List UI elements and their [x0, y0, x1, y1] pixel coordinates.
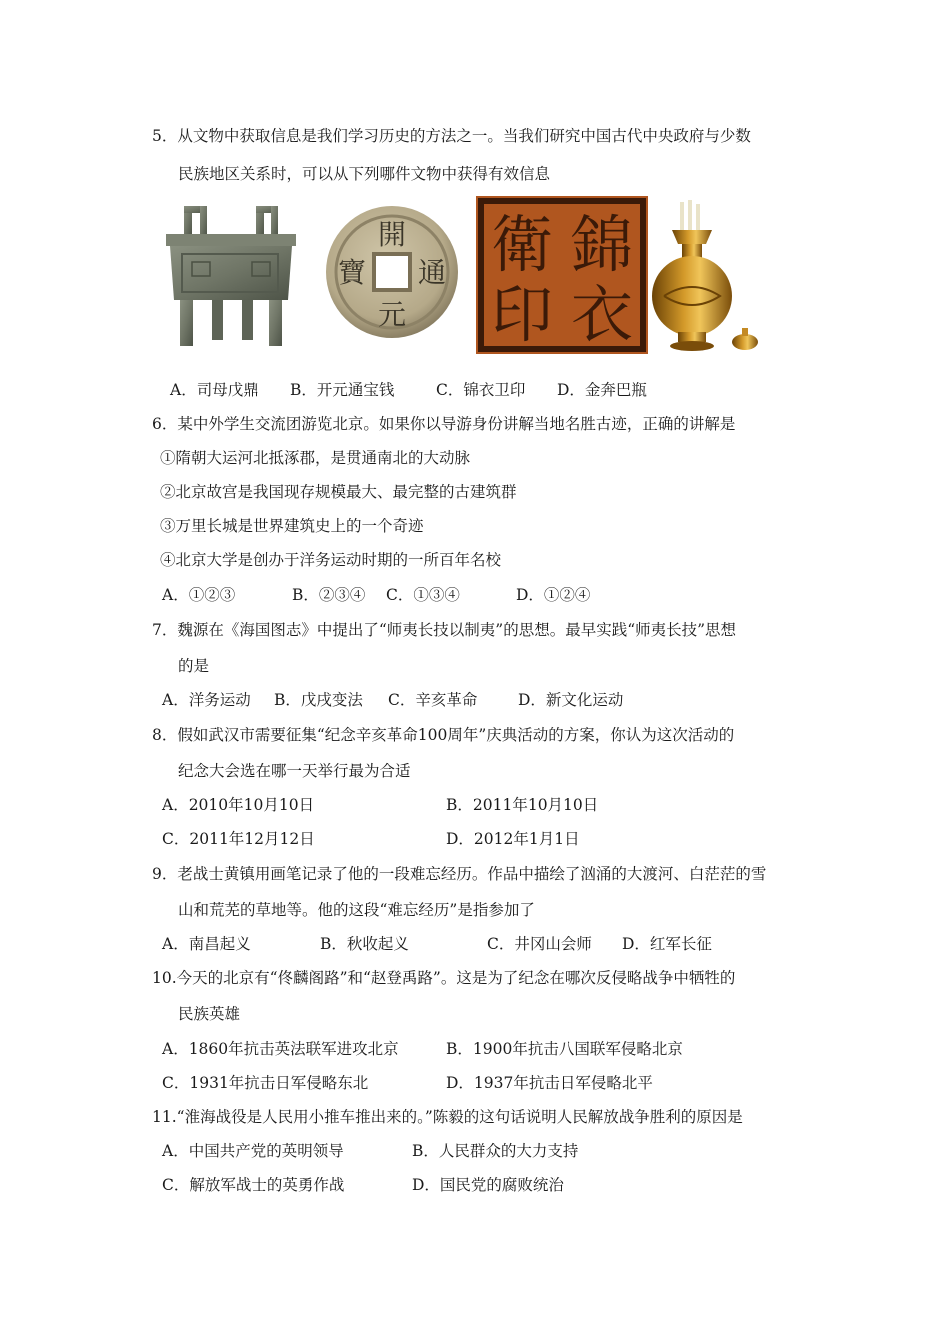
seal-char-2: 衣 — [570, 278, 634, 351]
q6-item-4: ④北京大学是创办于洋务运动时期的一所百年名校 — [160, 551, 502, 569]
q6-option-c[interactable]: C．①③④ — [386, 586, 460, 604]
q10-option-c[interactable]: C．1931年抗击日军侵略东北 — [162, 1074, 369, 1092]
q5-option-c[interactable]: C．锦衣卫印 — [436, 381, 526, 399]
q9-stem-line1: 9．老战士黄镇用画笔记录了他的一段难忘经历。作品中描绘了汹涌的大渡河、白茫茫的雪 — [152, 865, 767, 883]
q8-stem-line2: 纪念大会选在哪一天举行最为合适 — [178, 762, 411, 780]
seal-char-1: 錦 — [570, 208, 634, 281]
q10-option-d[interactable]: D．1937年抗击日军侵略北平 — [446, 1074, 653, 1092]
q7-option-a[interactable]: A．洋务运动 — [162, 691, 251, 709]
q9-option-d[interactable]: D．红军长征 — [622, 935, 712, 953]
q5-stem-line1: 5．从文物中获取信息是我们学习历史的方法之一。当我们研究中国古代中央政府与少数 — [152, 127, 751, 145]
q9-stem-line2: 山和荒芜的草地等。他的这段“难忘经历”是指参加了 — [178, 901, 535, 919]
q11-option-b[interactable]: B．人民群众的大力支持 — [412, 1142, 579, 1160]
seal-char-4: 印 — [490, 278, 554, 351]
kaiyuan-tongbao-coin-image — [324, 204, 460, 340]
relic-images — [160, 196, 760, 356]
q6-item-3: ③万里长城是世界建筑史上的一个奇迹 — [160, 517, 424, 535]
q6-option-a[interactable]: A．①②③ — [162, 586, 236, 604]
q8-option-a[interactable]: A．2010年10月10日 — [162, 796, 315, 814]
coin-char-left: 寶 — [337, 256, 367, 289]
q8-option-b[interactable]: B．2011年10月10日 — [446, 796, 599, 814]
q8-option-c[interactable]: C．2011年12月12日 — [162, 830, 315, 848]
q11-option-a[interactable]: A．中国共产党的英明领导 — [162, 1142, 344, 1160]
q10-option-a[interactable]: A．1860年抗击英法联军进攻北京 — [162, 1040, 399, 1058]
q10-option-b[interactable]: B．1900年抗击八国联军侵略北京 — [446, 1040, 683, 1058]
coin-char-bottom: 元 — [377, 298, 407, 331]
q7-option-c[interactable]: C．辛亥革命 — [388, 691, 478, 709]
q7-option-d[interactable]: D．新文化运动 — [518, 691, 624, 709]
q9-option-c[interactable]: C．井冈山会师 — [487, 935, 592, 953]
q5-option-a[interactable]: A．司母戊鼎 — [170, 381, 259, 399]
q5-option-b[interactable]: B．开元通宝钱 — [290, 381, 395, 399]
seal-char-3: 衛 — [490, 208, 554, 281]
q10-stem-line2: 民族英雄 — [178, 1005, 241, 1023]
q11-option-d[interactable]: D．国民党的腐败统治 — [412, 1176, 564, 1194]
coin-char-top: 開 — [377, 218, 407, 251]
q11-stem-line1: 11.“淮海战役是人民用小推车推出来的。”陈毅的这句话说明人民解放战争胜利的原因是 — [152, 1108, 743, 1126]
q6-option-d[interactable]: D．①②④ — [516, 586, 591, 604]
q7-stem-line2: 的是 — [178, 657, 210, 675]
q9-option-a[interactable]: A．南昌起义 — [162, 935, 251, 953]
q6-stem-line1: 6．某中外学生交流团游览北京。如果你以导游身份讲解当地名胜古迹，正确的讲解是 — [152, 415, 736, 433]
q6-item-2: ②北京故宫是我国现存规模最大、最完整的古建筑群 — [160, 483, 517, 501]
q7-stem-line1: 7．魏源在《海国图志》中提出了“师夷长技以制夷”的思想。最早实践“师夷长技”思想 — [152, 621, 737, 639]
q9-option-b[interactable]: B．秋收起义 — [320, 935, 409, 953]
q7-option-b[interactable]: B．戊戌变法 — [274, 691, 363, 709]
golden-benba-vase-image — [650, 200, 760, 352]
q10-stem-line1: 10.今天的北京有“佟麟阁路”和“赵登禹路”。这是为了纪念在哪次反侵略战争中牺牲的 — [152, 969, 736, 987]
jinyiwei-seal-image — [476, 196, 648, 354]
q11-option-c[interactable]: C．解放军战士的英勇作战 — [162, 1176, 345, 1194]
q5-option-d[interactable]: D．金奔巴瓶 — [557, 381, 647, 399]
coin-char-right: 通 — [417, 256, 447, 289]
q6-item-1: ①隋朝大运河北抵涿郡，是贯通南北的大动脉 — [160, 449, 471, 467]
simuwu-ding-image — [162, 204, 300, 352]
q6-option-b[interactable]: B．②③④ — [292, 586, 366, 604]
q8-option-d[interactable]: D．2012年1月1日 — [446, 830, 580, 848]
q5-stem-line2: 民族地区关系时，可以从下列哪件文物中获得有效信息 — [178, 165, 551, 183]
q8-stem-line1: 8．假如武汉市需要征集“纪念辛亥革命100周年”庆典活动的方案，你认为这次活动的 — [152, 726, 735, 744]
